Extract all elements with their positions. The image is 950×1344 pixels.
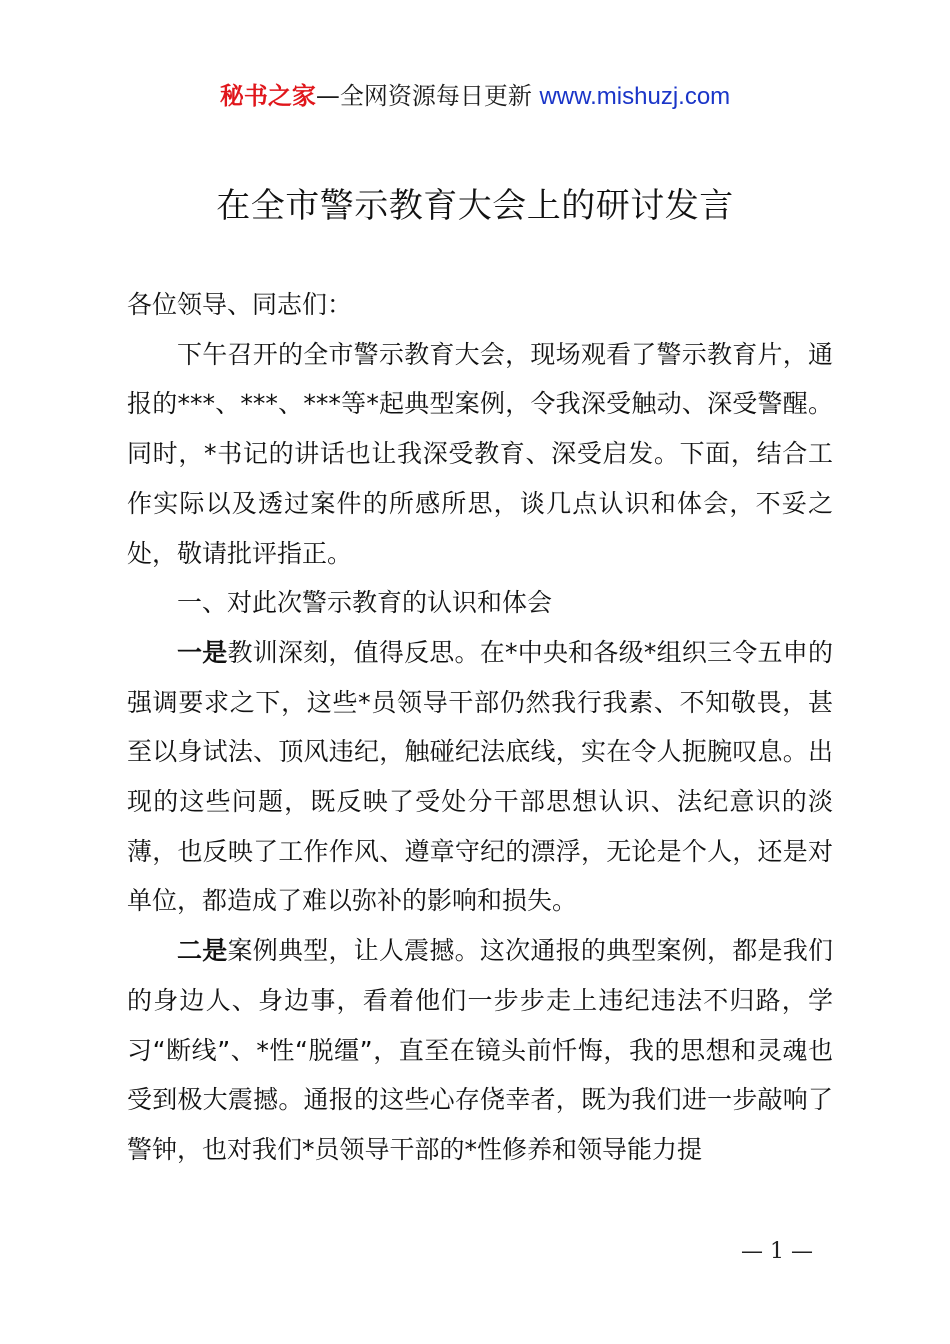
point-one-lead: 一是: [177, 637, 228, 667]
document-body: [127, 280, 833, 1175]
site-brand: 秘书之家: [219, 82, 316, 110]
page-number: — 1 —: [741, 1239, 813, 1264]
site-banner: [0, 78, 950, 115]
greeting: 各位领导、同志们：: [127, 290, 353, 319]
document-title: 在全市警示教育大会上的研讨发言: [216, 186, 734, 226]
point-one-text: 教训深刻，值得反思。在*中央和各级*组织三令五申的强调要求之下，这些*员领导干部仍然我行我素、不知敬畏，甚至以身试法、顶风违纪，触碰纪法底线，实在令人扼腕叹息。出现的这些问题，既反映了受处分干部思想认识、法纪意识的淡薄，也反映了工作作风、遵章守纪的漂浮，无论是个人，还是对单位，都造成了难以弥补的影响和损失。: [127, 637, 833, 916]
point-two-paragraph: [127, 926, 833, 1175]
site-tagline: —全网资源每日更新: [315, 82, 540, 110]
point-one-paragraph: [127, 628, 833, 926]
point-two-text: 案例典型，让人震撼。这次通报的典型案例，都是我们的身边人、身边事，看着他们一步步走上违纪违法不归路，学习“断线”、*性“脱缰”，直至在镜头前忏悔，我的思想和灵魂也受到极大震撼。通报的这些心存侥幸者，既为我们进一步敲响了警钟，也对我们*员领导干部的*性修养和领导能力提: [127, 936, 833, 1164]
point-two-lead: 二是: [177, 936, 228, 966]
site-url-link[interactable]: www.mishuzj.com: [539, 83, 731, 110]
intro-paragraph: 下午召开的全市警示教育大会，现场观看了警示教育片，通报的***、***、***等*起典型案例，令我深受触动、深受警醒。同时，*书记的讲话也让我深受教育、深受启发。下面，结合工作实际以及透过案件的所感所思，谈几点认识和体会，不妥之处，敬请批评指正。: [127, 339, 833, 568]
section-heading: 一、对此次警示教育的认识和体会: [177, 588, 553, 618]
